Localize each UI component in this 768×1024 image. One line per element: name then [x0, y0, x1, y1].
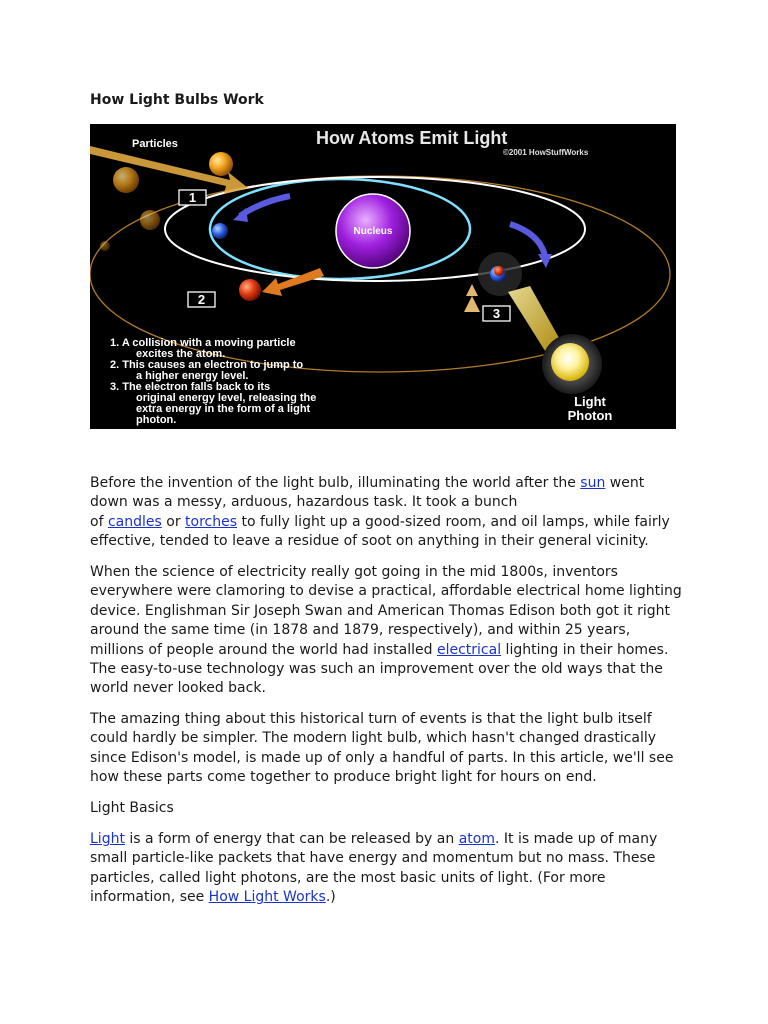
text-span: .): [325, 889, 336, 906]
text-line: [90, 513, 680, 532]
text-span: or: [161, 513, 186, 530]
note-line: extra energy in the form of a light: [136, 403, 311, 415]
text-line: [90, 830, 680, 849]
text-span: went: [605, 475, 645, 491]
text-line: since Edison's model, is made up of only a handful of parts. In this article, we'll see: [90, 749, 674, 766]
text-span: millions of people around the world had installed: [90, 641, 437, 658]
note-line: 2. This causes an electron to jump to: [110, 359, 304, 371]
link-torches[interactable]: torches: [185, 513, 238, 530]
step-2-label: 2: [197, 292, 206, 307]
figure-copyright: ©2001 HowStuffWorks: [503, 148, 589, 157]
nucleus-label: Nucleus: [353, 226, 393, 237]
light-label: Light: [574, 394, 606, 409]
blue-arrow-top: [240, 196, 290, 216]
step-3-label: 3: [492, 306, 501, 321]
document-title: How Light Bulbs Work: [90, 92, 264, 108]
note-line: excites the atom.: [136, 348, 226, 360]
blue-arrow-top-head: [233, 208, 248, 222]
particles-label: Particles: [132, 138, 178, 150]
text-span: lighting in their homes.: [501, 641, 669, 658]
link-atom[interactable]: atom: [458, 831, 495, 847]
text-line: [90, 888, 680, 907]
step-1-label: 1: [188, 190, 197, 205]
text-line: The easy-to-use technology was such an improvement over the old ways that the: [90, 661, 663, 678]
electron-ground: [212, 223, 228, 239]
text-line: world never looked back.: [90, 680, 266, 697]
blue-arrow-right: [510, 224, 545, 256]
light-photon: [551, 343, 589, 381]
paragraph-history: [90, 563, 680, 699]
figure-notes: [110, 337, 316, 426]
text-span: is a form of energy that can be released by an: [124, 831, 459, 847]
text-line: small particle-like packets that have energy and momentum but no mass. These: [90, 850, 656, 867]
electron-falling-highlight: [494, 266, 504, 276]
text-span: information, see: [90, 889, 209, 906]
up-arrow: [464, 284, 480, 312]
photon-label: Photon: [567, 408, 613, 423]
link-electrical[interactable]: electrical: [436, 641, 502, 658]
text-line: [90, 474, 680, 493]
text-line: When the science of electricity really got going in the mid 1800s, inventors: [90, 564, 618, 580]
figure-heading: How Atoms Emit Light: [316, 128, 508, 148]
particle-sphere: [140, 210, 160, 230]
text-line: device. Englishman Sir Joseph Swan and American Thomas Edison both got it right: [90, 602, 671, 619]
note-line: a higher energy level.: [136, 370, 249, 382]
text-line: The amazing thing about this historical turn of events is that the light bulb itself: [90, 711, 652, 727]
particle-sphere: [209, 152, 233, 176]
text-span: . It is made up of many: [494, 831, 658, 847]
text-line: particles, called light photons, are the most basic units of light. (For more: [90, 869, 606, 886]
link-candles[interactable]: candles: [107, 513, 162, 530]
section-heading-light-basics: [90, 799, 680, 818]
electron-excited: [239, 279, 261, 301]
text-line: down was a messy, arduous, hazardous task. It took a bunch: [90, 494, 518, 511]
note-line: photon.: [136, 414, 177, 426]
text-line: everywhere were clamoring to devise a practical, affordable electrical home lighting: [90, 583, 682, 600]
atom-diagram-figure: [90, 124, 676, 429]
text-line: effective, tended to leave a residue of soot on anything in their general vicinity.: [90, 533, 649, 550]
text-span: to fully light up a good-sized room, and oil lamps, while fairly: [237, 513, 670, 530]
link-how-light-works[interactable]: How Light Works: [208, 889, 326, 906]
note-line: 3. The electron falls back to its: [110, 381, 271, 393]
link-light[interactable]: Light: [90, 831, 125, 847]
text-line: could hardly be simpler. The modern light bulb, which hasn't changed drastically: [90, 730, 657, 747]
link-sun[interactable]: sun: [580, 475, 606, 491]
text-span: Before the invention of the light bulb, illuminating the world after the: [90, 475, 581, 491]
text-line: around the same time (in 1878 and 1879, respectively), and within 25 years,: [90, 622, 631, 639]
text-line: [90, 641, 680, 660]
note-line: original energy level, releasing the: [136, 392, 317, 404]
paragraph-simplicity: [90, 710, 680, 788]
paragraph-light-basics: [90, 830, 680, 908]
note-line: 1. A collision with a moving particle: [110, 337, 296, 349]
particle-sphere: [113, 167, 139, 193]
section-heading-text: Light Basics: [90, 800, 174, 816]
particle-sphere: [100, 241, 110, 251]
paragraph-intro: [90, 474, 680, 552]
atom-diagram: [90, 124, 676, 429]
text-line: how these parts come together to produce bright light for hours on end.: [90, 769, 597, 786]
text-span: of: [90, 513, 108, 530]
